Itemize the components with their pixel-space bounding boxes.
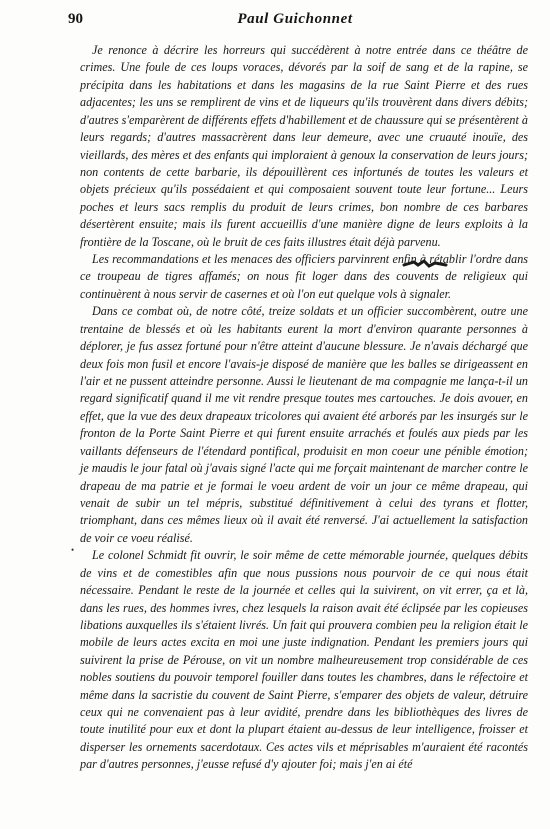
ink-smudge xyxy=(402,259,448,269)
body-text xyxy=(80,42,528,774)
running-head: Paul Guichonnet xyxy=(237,11,353,27)
paragraph-3: Dans ce combat où, de notre côté, treize soldats et un officier succombèrent, outre une trentaine de blessés et où les habitants eurent la mort d'environ quarante personnes à déplorer, je fus assez fortuné pour n'être atteint d'aucune blessure. Je n'avais déchargé que deux fois mon fusil et encore l'avais-je disposé de manière que les balles se dirigeassent en l'air et ne pussent atteindre personne. Aussi le lieutenant de ma compagnie me lança-t-il un regard significatif quand il me vit rendre presque toutes mes cartouches. Je dois avouer, en effet, que la vue des deux drapeaux tricolores qui avaient été arborés par les insurgés sur le fronton de la Porte Saint Pierre et qui furent ensuite arrachés et foulés aux pieds par les vaillants défenseurs de l'étendard pontifical, produisit en mon coeur une pénible émotion; je maudis le jour fatal où j'avais signé l'acte qui me forçait maintenant de marcher contre le drapeau de ma patrie et je formai le voeu ardent de voir un jour ce même drapeau, qui venait de subir un tel mépris, substitué définitivement à celui des tyrans et flotter, triomphant, dans ces mêmes lieux où il avait été renversé. J'ai actuellement la satisfaction de voir ce voeu réalisé. xyxy=(80,304,528,545)
paragraph-4: Le colonel Schmidt fit ouvrir, le soir même de cette mémorable journée, quelques débits de vins et de comestibles afin que nous pussions nous pourvoir de ce qui nous était nécessaire. Pendant le reste de la journée et celles qui la suivirent, on vit errer, ça et là, dans les rues, des hommes ivres, chez lesquels la raison avait été éclipsée par les copieuses libations auxquelles ils s'étaient livrés. Un fait qui prouvera combien peu la religion était le mobile de leurs actes excita en moi une juste indignation. Pendant les premiers jours qui suivirent la prise de Pérouse, on vit un nombre malheureusement trop considérable de ces nobles soutiens du pouvoir temporel fouiller dans toutes les chambres, dans le réfectoire et même dans la sacristie du couvent de Saint Pierre, s'emparer des objets de valeur, détruire ceux qui ne convenaient pas à leur avidité, prendre dans les bibliothèques des livres de toute inutilité pour eux et dont la plupart étaient au-dessus de leur intelligence, froisser et disperser les ornements sacerdotaux. Ces actes vils et méprisables m'auraient été racontés par d'autres personnes, j'eusse refusé d'y ajouter foi; mais j'en ai été xyxy=(80,548,528,772)
page-header xyxy=(60,10,530,34)
paragraph-2: Les recommandations et les menaces des officiers parvinrent enfin à rétablir l'ordre dans ce troupeau de tigres affamés; on nous fit loger dans des couvents de religieux qui continuèrent à nous servir de casernes et où l'on eut quelque vols à signaler. xyxy=(80,252,528,301)
page-number: 90 xyxy=(68,11,83,27)
paragraph-1: Je renonce à décrire les horreurs qui succédèrent à notre entrée dans ce théâtre de crimes. Une foule de ces loups voraces, dévorés par la soif de sang et de la rapine, se précipita dans les habitations et dans les magasins de la rue Saint Pierre et des rues adjacentes; les uns se remplirent de vins et de liqueurs qu'ils trouvèrent dans divers débits; d'autres s'emparèrent de différents effets d'habillement et de chaussure qui se présentèrent à leurs regards; d'autres massacrèrent dans leur demeure, avec une cruauté inouïe, des vieillards, des mères et des enfants qui imploraient à genoux la conservation de leurs jours; non contents de cette barbarie, ils dépouillèrent ces infortunés de toutes les valeurs et objets précieux qu'ils possédaient et qui composaient souvent toute leur fortune... Leurs poches et leurs sacs remplis du produit de leurs crimes, bon nombre de ces barbares désertèrent ensuite; mais ils furent accueillis d'une manière digne de leurs exploits à la frontière de la Toscane, où le bruit de ces faits illustres était déjà parvenu. xyxy=(80,43,528,249)
margin-mark: • xyxy=(71,545,75,555)
